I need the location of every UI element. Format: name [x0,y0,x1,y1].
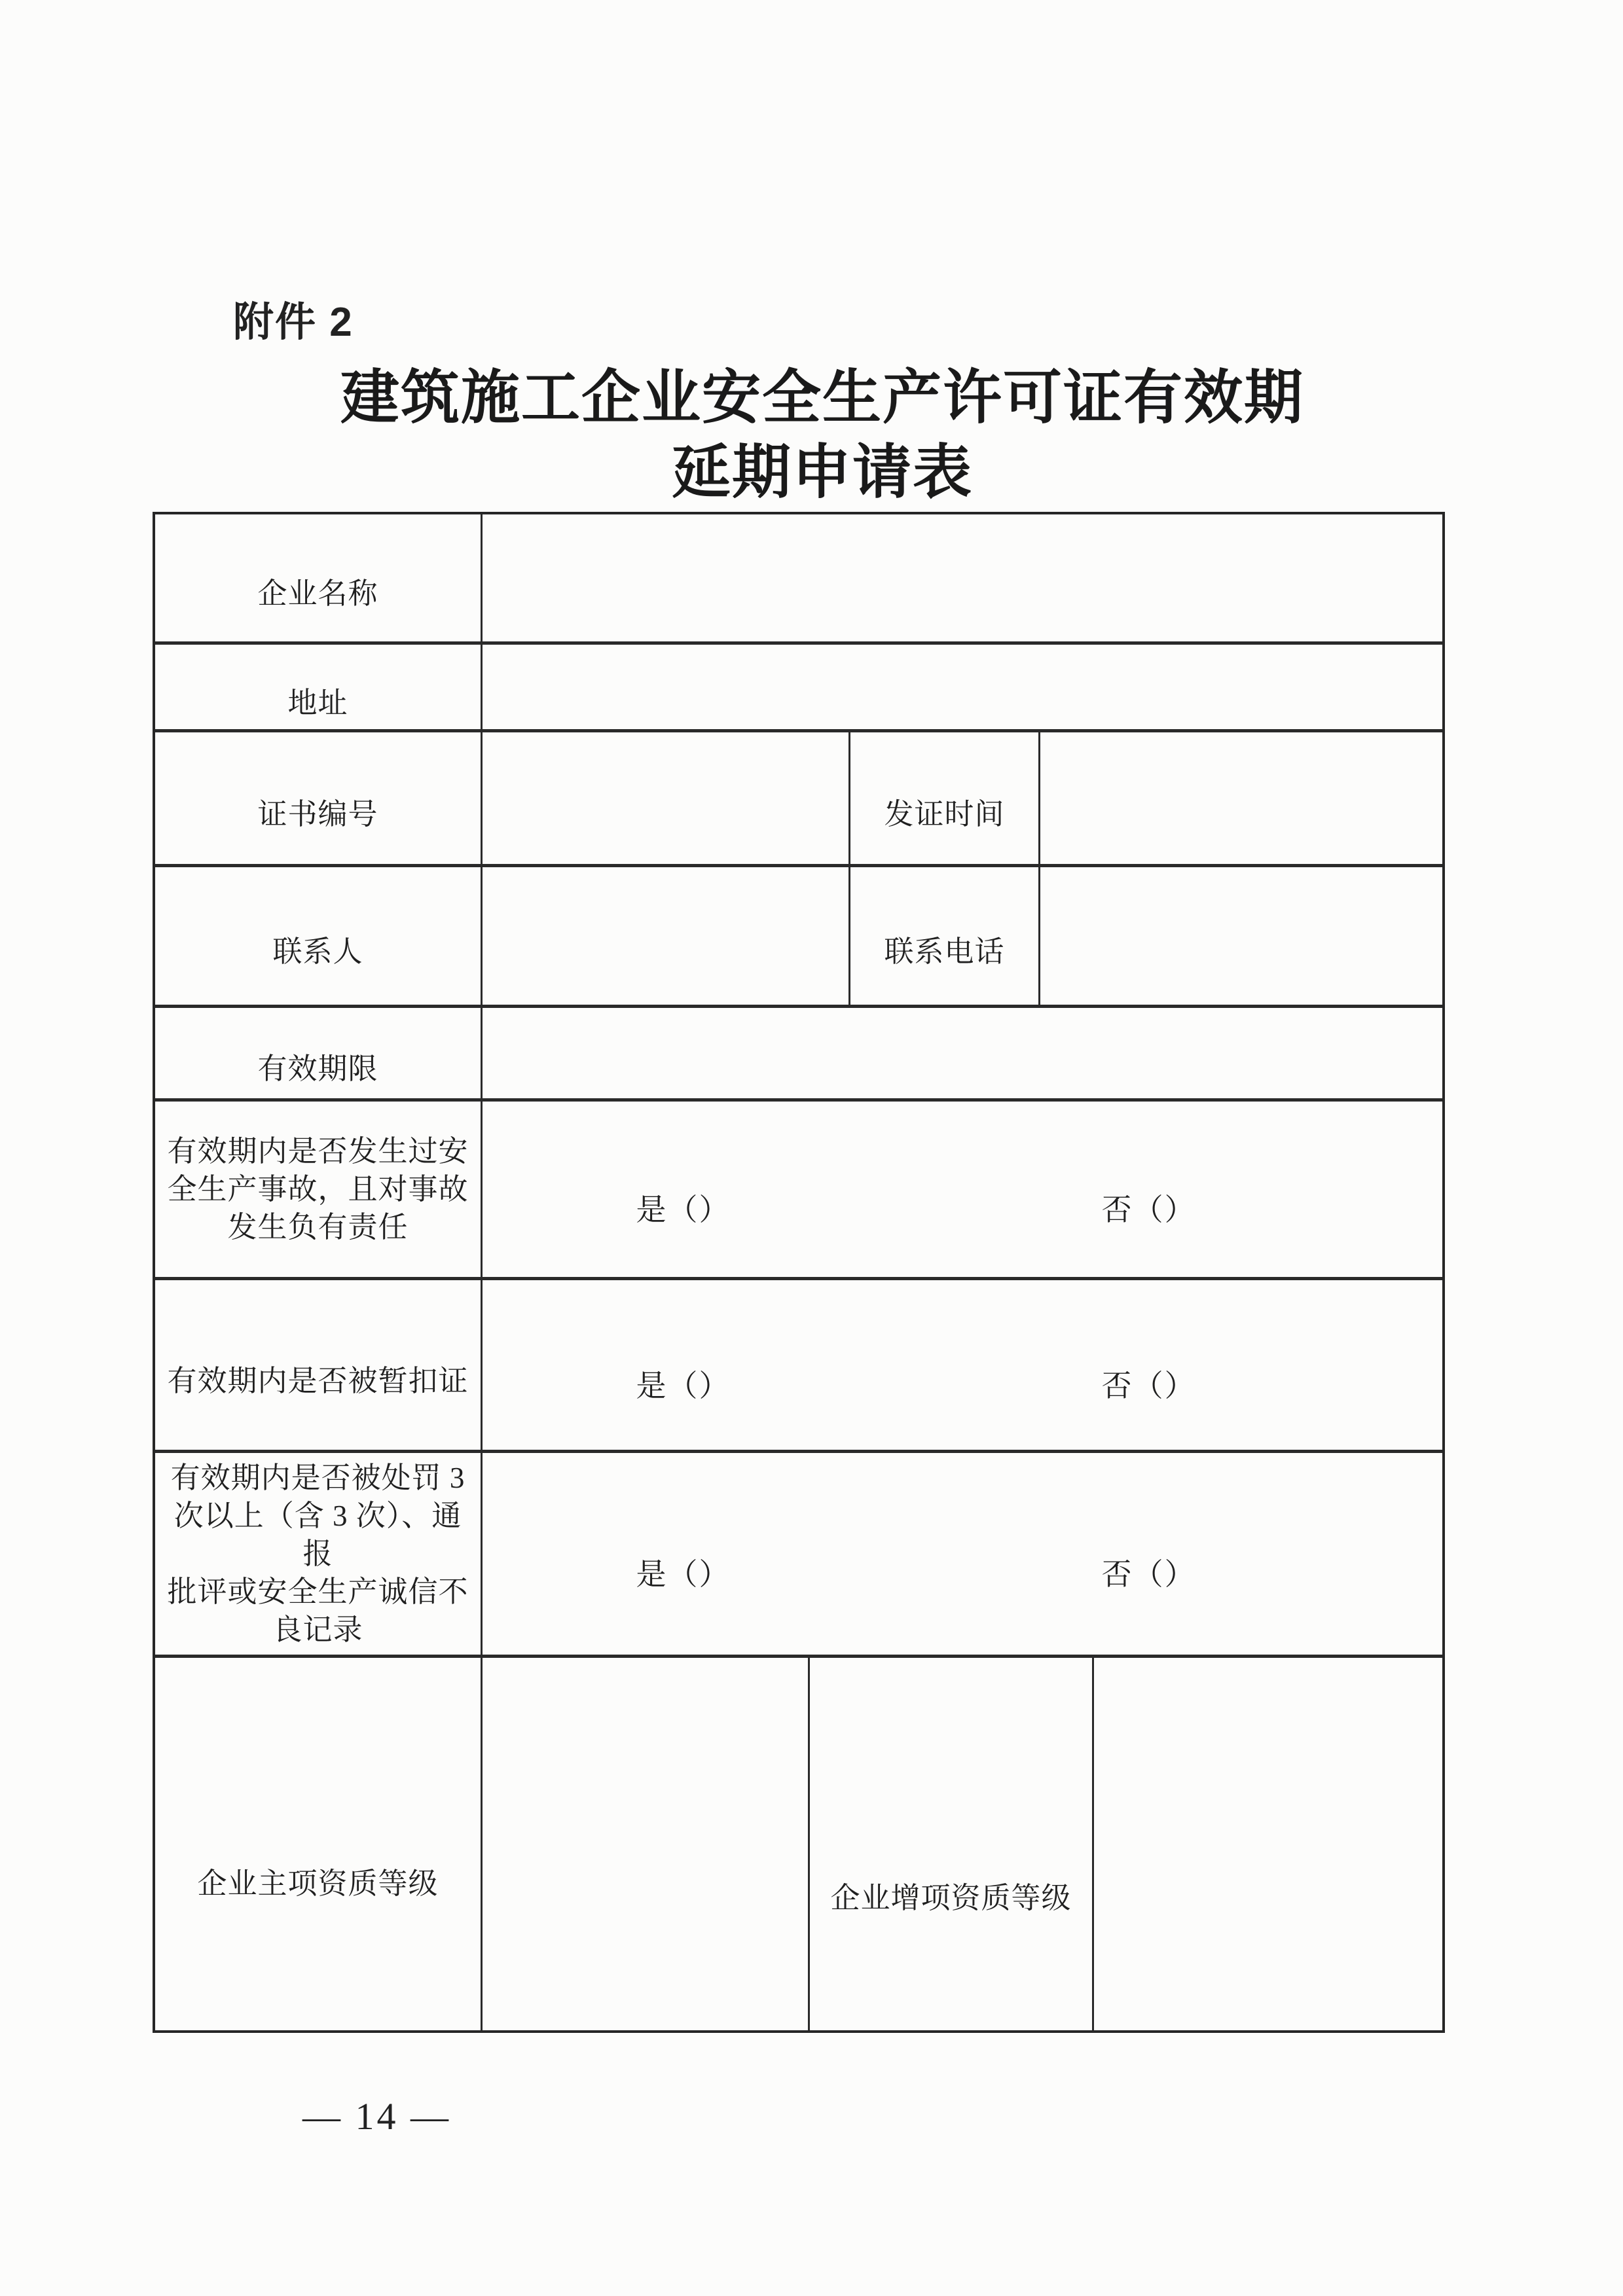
main-qualification-label: 企业主项资质等级 [155,1658,483,2030]
attachment-label: 附件 2 [233,300,354,345]
page-title-line2: 延期申请表 [672,440,973,505]
suspension-question-label: 有效期内是否被暂扣证 [155,1280,483,1450]
contact-phone-value [1040,867,1442,1005]
no-option: 否（） [1101,1369,1196,1403]
row-penalty-question [155,1453,1442,1658]
row-address [155,645,1442,732]
row-certificate [155,732,1442,867]
row-company-name [155,514,1442,645]
row-accident-question [155,1102,1442,1280]
address-label: 地址 [155,645,483,729]
label-line: 批评或安全生产诚信不 [167,1575,469,1608]
contact-person-label: 联系人 [155,867,483,1005]
yes-option: 是（） [636,1193,731,1227]
no-option: 否（） [1101,1558,1196,1591]
additional-qualification-label: 企业增项资质等级 [810,1658,1094,2030]
accident-question-label [155,1102,483,1277]
address-value [483,645,1442,729]
page-title [22,361,1623,511]
page-number: — 14 — [302,2095,451,2138]
certificate-no-value [483,732,850,864]
application-form-table [153,512,1445,2033]
company-name-value [483,514,1442,641]
main-qualification-value [483,1658,810,2030]
penalty-question-label [155,1453,483,1655]
yes-option: 是（） [636,1369,731,1403]
row-validity-period [155,1008,1442,1102]
penalty-answer-cell [483,1453,1442,1655]
row-qualification [155,1658,1442,2030]
company-name-label: 企业名称 [155,514,483,641]
issue-date-value [1040,732,1442,864]
certificate-no-label: 证书编号 [155,732,483,864]
yes-option: 是（） [636,1558,731,1591]
page-title-line1: 建筑施工企业安全生产许可证有效期 [340,366,1304,431]
row-contact [155,867,1442,1008]
validity-period-label: 有效期限 [155,1008,483,1098]
accident-answer-cell [483,1102,1442,1277]
label-line: 有效期内是否发生过安 [167,1135,469,1168]
contact-person-value [483,867,850,1005]
label-line: 发生负有责任 [227,1211,409,1244]
issue-date-label: 发证时间 [850,732,1040,864]
row-suspension-question [155,1280,1442,1453]
label-line: 有效期内是否被处罚 3 [170,1462,465,1494]
no-option: 否（） [1101,1193,1196,1227]
validity-period-value [483,1008,1442,1098]
suspension-answer-cell [483,1280,1442,1450]
contact-phone-label: 联系电话 [850,867,1040,1005]
label-line: 全生产事故，且对事故 [167,1173,469,1206]
label-line: 次以上（含 3 次）、通报 [173,1499,462,1570]
additional-qualification-value [1094,1658,1442,2030]
label-line: 良记录 [272,1613,363,1646]
